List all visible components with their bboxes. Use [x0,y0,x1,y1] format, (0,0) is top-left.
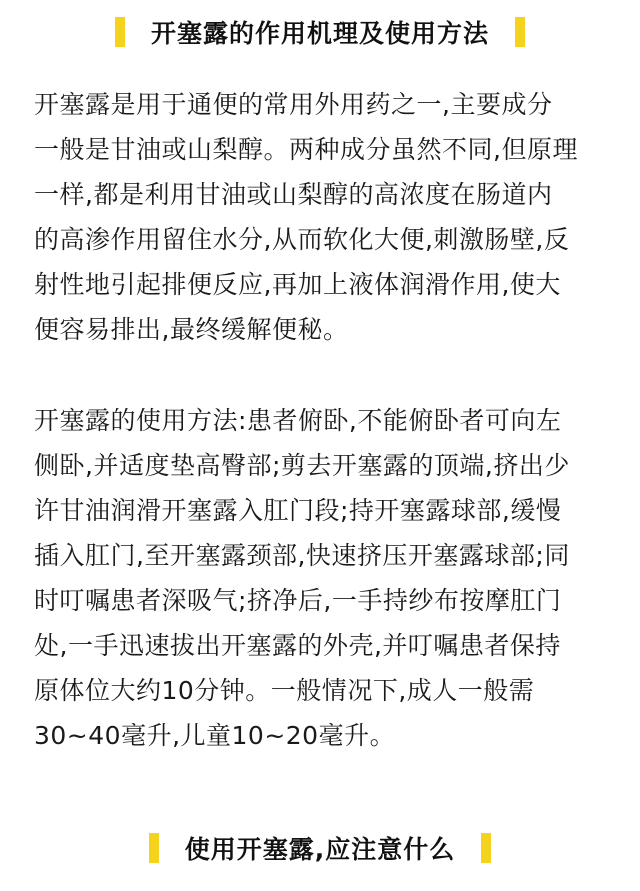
paragraph-line: 一般是甘油或山梨醇。两种成分虽然不同,但原理 [34,135,578,164]
heading-accent-bar-right [481,833,491,863]
heading-accent-bar-left [115,17,125,47]
paragraph-line: 的高渗作用留住水分,从而软化大便,刺激肠壁,反 [34,225,570,254]
paragraph-line: 射性地引起排便反应,再加上液体润滑作用,使大 [34,270,561,299]
heading-accent-bar-left [149,833,159,863]
section-title: 开塞露的作用机理及使用方法 [150,19,489,48]
paragraph-line: 许甘油润滑开塞露入肛门段;持开塞露球部,缓慢 [34,496,562,525]
paragraph-line: 插入肛门,至开塞露颈部,快速挤压开塞露球部;同 [34,541,570,570]
usage-paragraph [34,398,614,758]
section-heading-mechanism [0,12,640,52]
paragraph-line: 开塞露是用于通便的常用外用药之一,主要成分 [34,90,553,119]
paragraph-line: 处,一手迅速拔出开塞露的外壳,并叮嘱患者保持 [34,631,561,660]
section-title: 使用开塞露,应注意什么 [184,835,456,864]
paragraph-line: 30~40毫升,儿童10~20毫升。 [34,721,396,750]
paragraph-line: 原体位大约10分钟。一般情况下,成人一般需 [34,676,535,705]
paragraph-line: 便容易排出,最终缓解便秘。 [34,315,349,344]
section-heading-precautions [0,828,640,868]
paragraph-line: 一样,都是利用甘油或山梨醇的高浓度在肠道内 [34,180,553,209]
heading-accent-bar-right [515,17,525,47]
paragraph-line: 时叮嘱患者深吸气;挤净后,一手持纱布按摩肛门 [34,586,562,615]
mechanism-paragraph [34,82,614,352]
paragraph-line: 开塞露的使用方法:患者俯卧,不能俯卧者可向左 [34,406,562,435]
paragraph-line: 侧卧,并适度垫高臀部;剪去开塞露的顶端,挤出少 [34,451,570,480]
